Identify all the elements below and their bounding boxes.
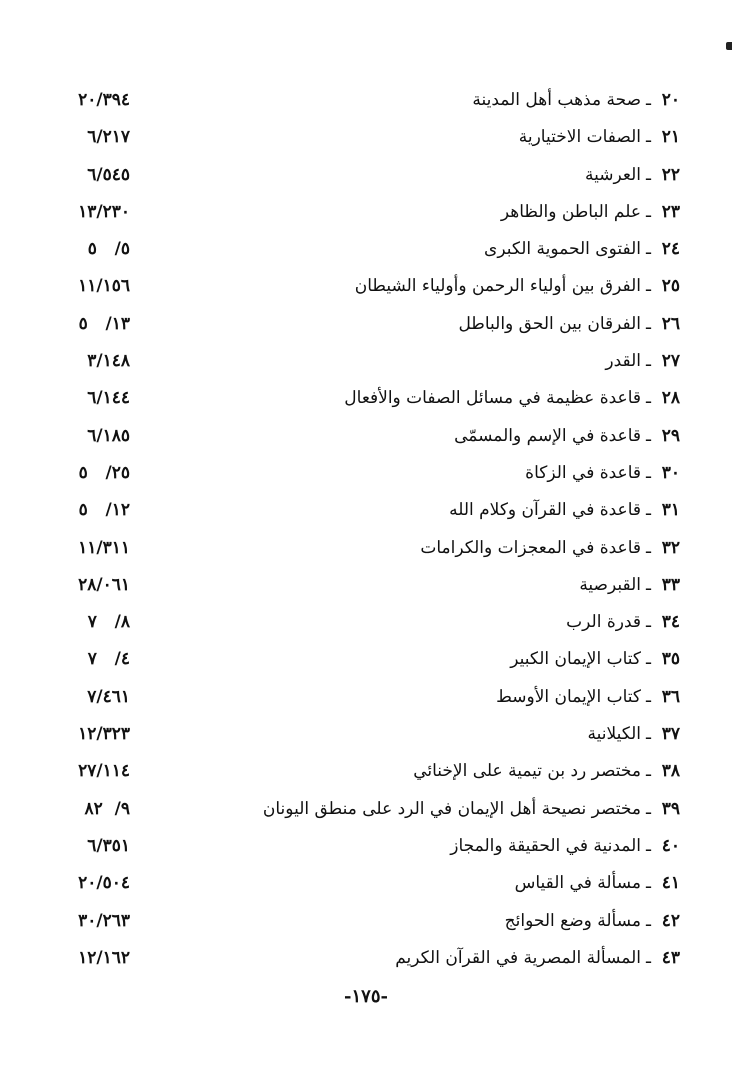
entry-dash: ـ [646,761,651,782]
entry-volume-page: ٤/ ٧ [87,649,130,670]
entry-number: ٣٨ [661,761,680,782]
toc-entry [40,867,680,904]
entry-title: مختصر رد بن تيمية على الإخنائي [413,761,642,782]
entry-volume-page: ٢٥/ ٥ [78,462,130,483]
toc-entry [40,532,680,569]
entry-dash: ـ [646,686,651,707]
entry-dash: ـ [646,873,651,894]
entry-title: مختصر نصيحة أهل الإيمان في الرد على منطق اليونان [262,798,642,819]
entry-text [585,163,680,187]
toc-entry [40,830,680,867]
entry-volume-page: ١٢/٣٢٣ [78,724,130,745]
entry-text [605,349,680,373]
toc-entry [40,606,680,643]
entry-number: ٤١ [661,873,680,894]
entry-number: ٢١ [661,127,680,148]
entry-number: ٤٠ [661,835,680,856]
entry-volume-page: ٩/ ٨٢ [84,798,130,819]
toc-entry [40,569,680,606]
entry-text [579,573,680,597]
entry-number: ٣٢ [661,537,680,558]
entry-dash: ـ [646,313,651,334]
entry-number: ٣٧ [661,724,680,745]
entry-dash: ـ [646,201,651,222]
page-number: -١٧٥- [344,986,388,1007]
toc-entry [40,84,680,121]
entry-number: ٣٥ [661,649,680,670]
entry-dash: ـ [646,947,651,968]
entry-number: ٣٩ [661,798,680,819]
toc-entry [40,270,680,307]
entry-dash: ـ [646,127,651,148]
entry-text [519,125,680,149]
entry-volume-page: ٢٠/٣٩٤ [78,90,130,110]
entry-number: ٢٧ [661,351,680,372]
entry-number: ٢٨ [661,388,680,409]
entry-volume-page: ٢٠/٥٠٤ [78,873,130,894]
entry-text [355,274,680,298]
entry-text [505,909,680,933]
toc-entry [40,196,680,233]
toc-entry [40,905,680,942]
toc-entry [40,420,680,457]
toc-list [40,84,680,979]
entry-text [449,498,680,522]
entry-title: مسألة وضع الحوائج [504,910,642,931]
entry-number: ٣٠ [661,462,680,483]
entry-text [450,834,680,858]
entry-dash: ـ [646,537,651,558]
entry-number: ٢٦ [661,313,680,334]
entry-title: القدر [605,351,642,372]
entry-text [587,722,680,746]
entry-volume-page: ٦/٢١٧ [87,127,130,148]
entry-title: قاعدة في الإسم والمسمّى [454,425,642,446]
entry-number: ٢٣ [661,201,680,222]
entry-number: ٣٦ [661,686,680,707]
entry-number: ٣٤ [661,612,680,633]
entry-volume-page: ٢٧/١١٤ [78,761,130,782]
entry-dash: ـ [646,724,651,745]
entry-title: مسألة في القياس [514,873,642,894]
entry-dash: ـ [646,798,651,819]
entry-dash: ـ [646,910,651,931]
entry-text [395,946,680,970]
entry-dash: ـ [646,612,651,633]
toc-entry [40,457,680,494]
toc-entry [40,755,680,792]
toc-entry [40,308,680,345]
entry-dash: ـ [646,500,651,521]
entry-title: قاعدة في المعجزات والكرامات [420,537,642,558]
entry-title: القبرصية [579,574,642,595]
entry-volume-page: ٨/ ٧ [87,612,130,633]
entry-text [510,647,680,671]
entry-text [496,685,680,709]
entry-number: ٣٣ [661,574,680,595]
corner-mark [726,42,732,50]
entry-number: ٢٠ [661,90,680,110]
entry-volume-page: ٦/١٨٥ [87,425,130,446]
entry-number: ٤٣ [661,947,680,968]
entry-volume-page: ١٢/١٦٢ [78,947,130,968]
toc-entry [40,159,680,196]
entry-volume-page: ١٣/ ٥ [78,313,130,334]
entry-volume-page: ٦/٥٤٥ [87,164,130,185]
entry-dash: ـ [646,388,651,409]
entry-dash: ـ [646,462,651,483]
entry-title: الكيلانية [587,724,642,745]
toc-entry [40,233,680,270]
entry-title: المسألة المصرية في القرآن الكريم [395,947,642,968]
entry-title: العرشية [585,164,642,185]
entry-dash: ـ [646,351,651,372]
entry-text [525,461,680,485]
toc-entry [40,382,680,419]
entry-text [420,536,680,560]
entry-title: قاعدة عظيمة في مسائل الصفات والأفعال [344,388,642,409]
entry-dash: ـ [646,164,651,185]
entry-dash: ـ [646,835,651,856]
toc-entry [40,121,680,158]
entry-title: الفرقان بين الحق والباطل [458,313,642,334]
entry-text [515,871,680,895]
entry-text [501,200,680,224]
entry-text [472,88,680,112]
entry-dash: ـ [646,574,651,595]
entry-title: الصفات الاختيارية [518,127,642,148]
entry-title: الفتوى الحموية الكبرى [484,239,642,260]
entry-text [484,237,680,261]
entry-volume-page: ١١/١٥٦ [78,276,130,297]
entry-title: الفرق بين أولياء الرحمن وأولياء الشيطان [354,276,642,297]
entry-volume-page: ٣/١٤٨ [87,351,130,372]
entry-volume-page: ٦/١٤٤ [87,388,130,409]
entry-title: صحة مذهب أهل المدينة [472,90,642,110]
entry-number: ٤٢ [661,910,680,931]
toc-entry [40,643,680,680]
entry-title: علم الباطن والظاهر [500,201,642,222]
entry-dash: ـ [646,649,651,670]
entry-text [566,610,680,634]
entry-volume-page: ٢٨/٠٦١ [78,574,130,595]
entry-dash: ـ [646,239,651,260]
entry-number: ٢٢ [661,164,680,185]
entry-volume-page: ٦/٣٥١ [87,835,130,856]
entry-number: ٢٩ [661,425,680,446]
entry-number: ٢٥ [661,276,680,297]
entry-volume-page: ٣٠/٢٦٣ [78,910,130,931]
entry-volume-page: ١٢/ ٥ [78,500,130,521]
toc-entry [40,942,680,979]
entry-number: ٢٤ [661,239,680,260]
entry-text [263,797,680,821]
entry-volume-page: ٥/ ٥ [87,239,130,260]
entry-title: قاعدة في الزكاة [525,462,642,483]
toc-entry [40,345,680,382]
toc-entry [40,681,680,718]
entry-title: كتاب الإيمان الكبير [510,649,642,670]
entry-volume-page: ١١/٣١١ [78,537,130,558]
entry-text [413,759,680,783]
entry-volume-page: ١٣/٢٣٠ [78,201,130,222]
entry-title: كتاب الإيمان الأوسط [496,686,642,707]
toc-entry [40,718,680,755]
entry-dash: ـ [646,276,651,297]
entry-dash: ـ [646,425,651,446]
entry-text [344,386,680,410]
entry-number: ٣١ [661,500,680,521]
entry-volume-page: ٧/٤٦١ [87,686,130,707]
toc-entry [40,793,680,830]
entry-title: قاعدة في القرآن وكلام الله [449,500,642,521]
toc-entry [40,494,680,531]
entry-dash: ـ [646,90,651,110]
entry-text [454,424,680,448]
entry-title: المدنية في الحقيقة والمجاز [450,835,642,856]
entry-text [458,312,680,336]
entry-title: قدرة الرب [566,612,642,633]
